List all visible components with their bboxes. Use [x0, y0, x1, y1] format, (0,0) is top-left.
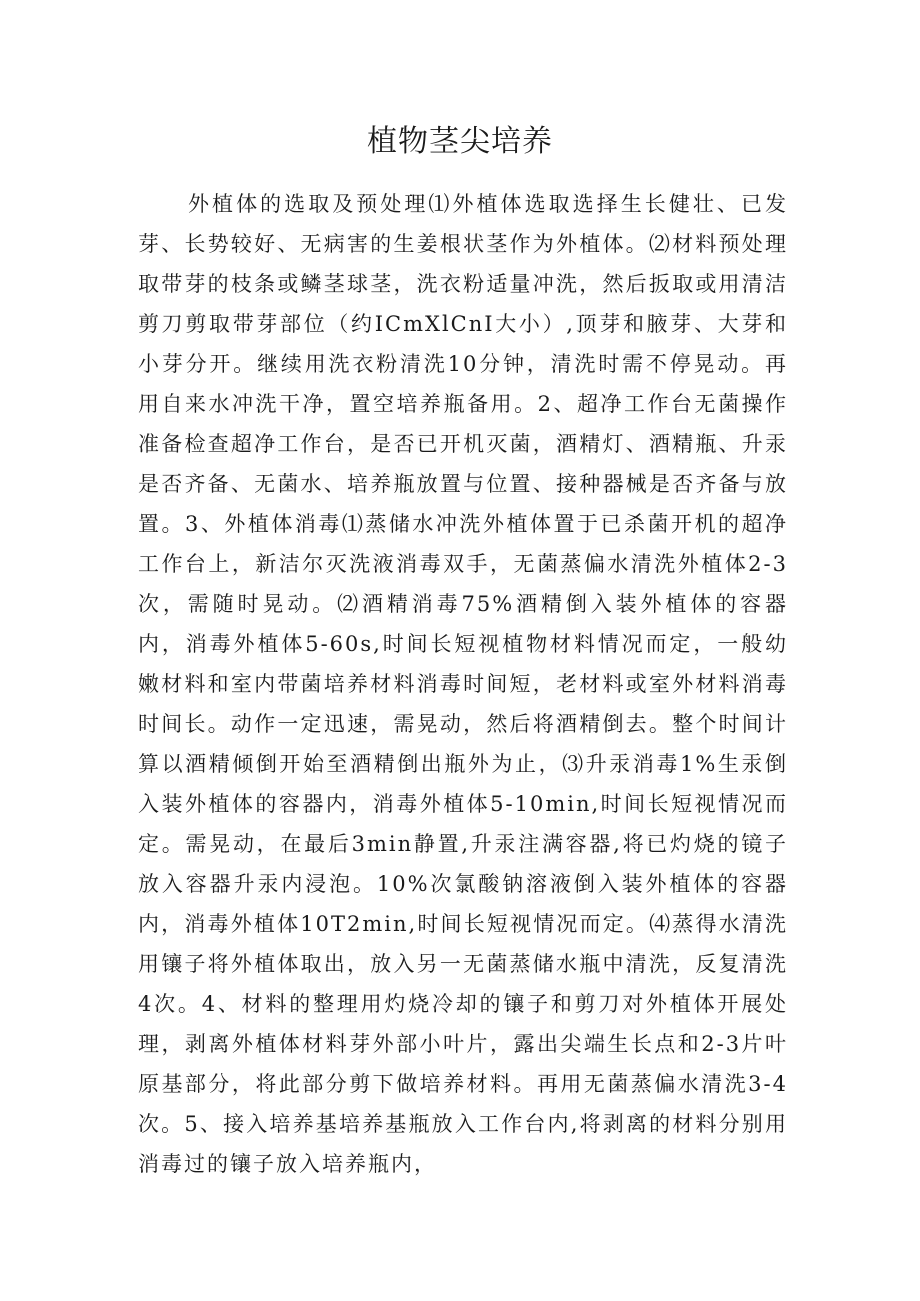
document-title: 植物茎尖培养 — [367, 124, 553, 159]
document-body-paragraph: 外植体的选取及预处理⑴外植体选取选择生长健壮、已发芽、长势较好、无病害的生姜根状茎作为外植体。⑵材料预处理取带芽的枝条或鳞茎球茎，洗衣粉适量冲洗，然后扳取或用清洁剪刀剪取带芽部位（约ICmXlCnI大小）,顶芽和腋芽、大芽和小芽分开。继续用洗衣粉清洗10分钟，清洗时需不停晃动。再用自来水冲洗干净，置空培养瓶备用。2、超净工作台无菌操作准备检查超净工作台，是否已开机灭菌，酒精灯、酒精瓶、升汞是否齐备、无菌水、培养瓶放置与位置、接种器械是否齐备与放置。3、外植体消毒⑴蒸储水冲洗外植体置于已杀菌开机的超净工作台上，新洁尔灭洗液消毒双手，无菌蒸偏水清洗外植体2-3次，需随时晃动。⑵酒精消毒75%酒精倒入装外植体的容器内，消毒外植体5-60s,时间长短视植物材料情况而定，一般幼嫩材料和室内带菌培养材料消毒时间短，老材料或室外材料消毒时间长。动作一定迅速，需晃动，然后将酒精倒去。整个时间计算以酒精倾倒开始至酒精倒出瓶外为止，⑶升汞消毒1%生汞倒入装外植体的容器内，消毒外植体5-10min,时间长短视情况而定。需晃动，在最后3min静置,升汞注满容器,将已灼烧的镜子放入容器升汞内浸泡。10%次氯酸钠溶液倒入装外植体的容器内，消毒外植体10T2min,时间长短视情况而定。⑷蒸得水清洗用镶子将外植体取出，放入另一无菌蒸储水瓶中清洗，反复清洗4次。4、材料的整理用灼烧冷却的镶子和剪刀对外植体开展处理，剥离外植体材料芽外部小叶片，露出尖端生长点和2-3片叶原基部分，将此部分剪下做培养材料。再用无菌蒸偏水清洗3-4次。5、接入培养基培养基瓶放入工作台内,将剥离的材料分别用消毒过的镶子放入培养瓶内， — [138, 192, 788, 1176]
